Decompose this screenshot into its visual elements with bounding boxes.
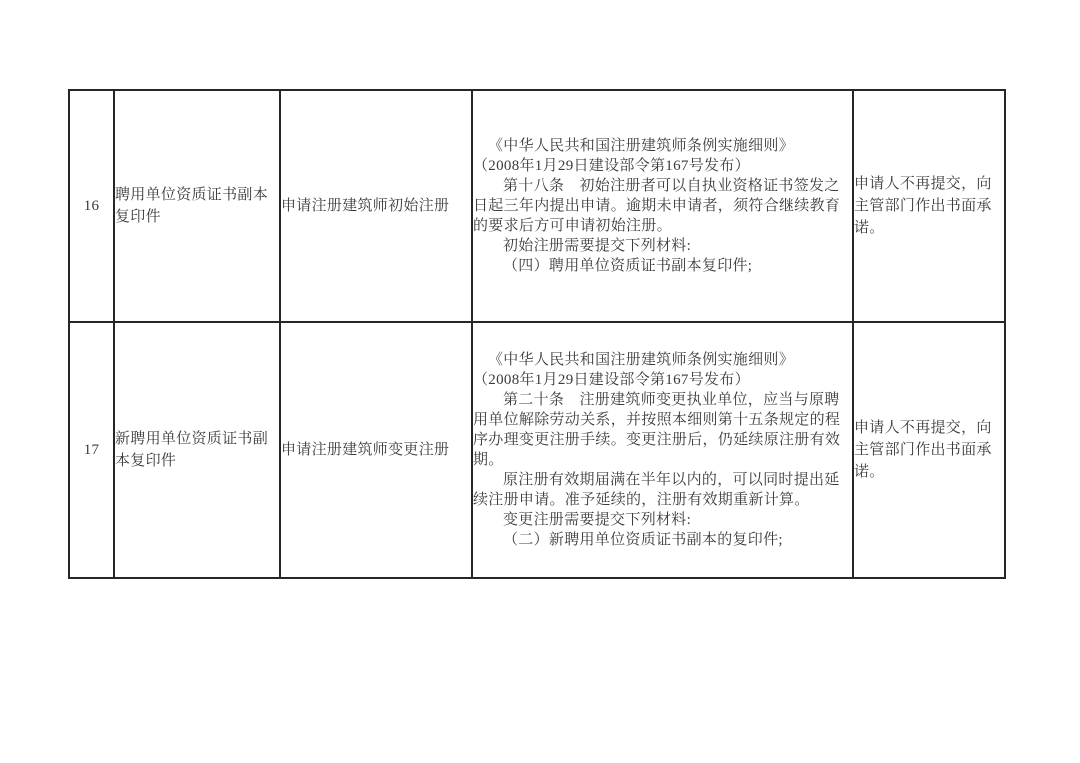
legal-basis-paragraph: 变更注册需要提交下列材料:: [503, 512, 692, 528]
table-row: [69, 90, 1005, 322]
legal-basis-paragraph: 第二十条 注册建筑师变更执业单位，应当与原聘用单位解除劳动关系，并按照本细则第十五条规定的程序办理变更注册手续。变更注册后，仍延续原注册有效期。: [473, 392, 841, 468]
legal-basis-title: 《中华人民共和国注册建筑师条例实施细则》: [488, 138, 795, 154]
legal-basis-paragraph: （四）聘用单位资质证书副本复印件;: [503, 258, 753, 274]
legal-basis-paragraph: 第十八条 初始注册者可以自执业资格证书签发之日起三年内提出申请。逾期未申请者，须符合继续教育的要求后方可申请初始注册。: [473, 178, 841, 234]
legal-basis-cell: [472, 322, 853, 578]
row-number-cell: 16: [69, 90, 114, 322]
note-cell: 申请人不再提交，向主管部门作出书面承诺。: [853, 90, 1005, 322]
legal-basis-paragraph: 初始注册需要提交下列材料:: [503, 238, 692, 254]
legal-basis-cell: [472, 90, 853, 322]
requirements-table: [68, 89, 1006, 579]
legal-basis-issue-line: （2008年1月29日建设部令第167号发布）: [473, 372, 750, 388]
row-number-cell: 17: [69, 322, 114, 578]
table-row: [69, 322, 1005, 578]
legal-basis-issue-line: （2008年1月29日建设部令第167号发布）: [473, 158, 750, 174]
purpose-cell: 申请注册建筑师初始注册: [280, 90, 472, 322]
purpose-cell: 申请注册建筑师变更注册: [280, 322, 472, 578]
legal-basis-paragraph: （二）新聘用单位资质证书副本的复印件;: [503, 532, 783, 548]
material-name-cell: 新聘用单位资质证书副本复印件: [114, 322, 280, 578]
legal-basis-title: 《中华人民共和国注册建筑师条例实施细则》: [488, 352, 795, 368]
legal-basis-paragraph: 原注册有效期届满在半年以内的，可以同时提出延续注册申请。准予延续的，注册有效期重新计算。: [473, 472, 840, 508]
material-name-cell: 聘用单位资质证书副本复印件: [114, 90, 280, 322]
note-cell: 申请人不再提交，向主管部门作出书面承诺。: [853, 322, 1005, 578]
